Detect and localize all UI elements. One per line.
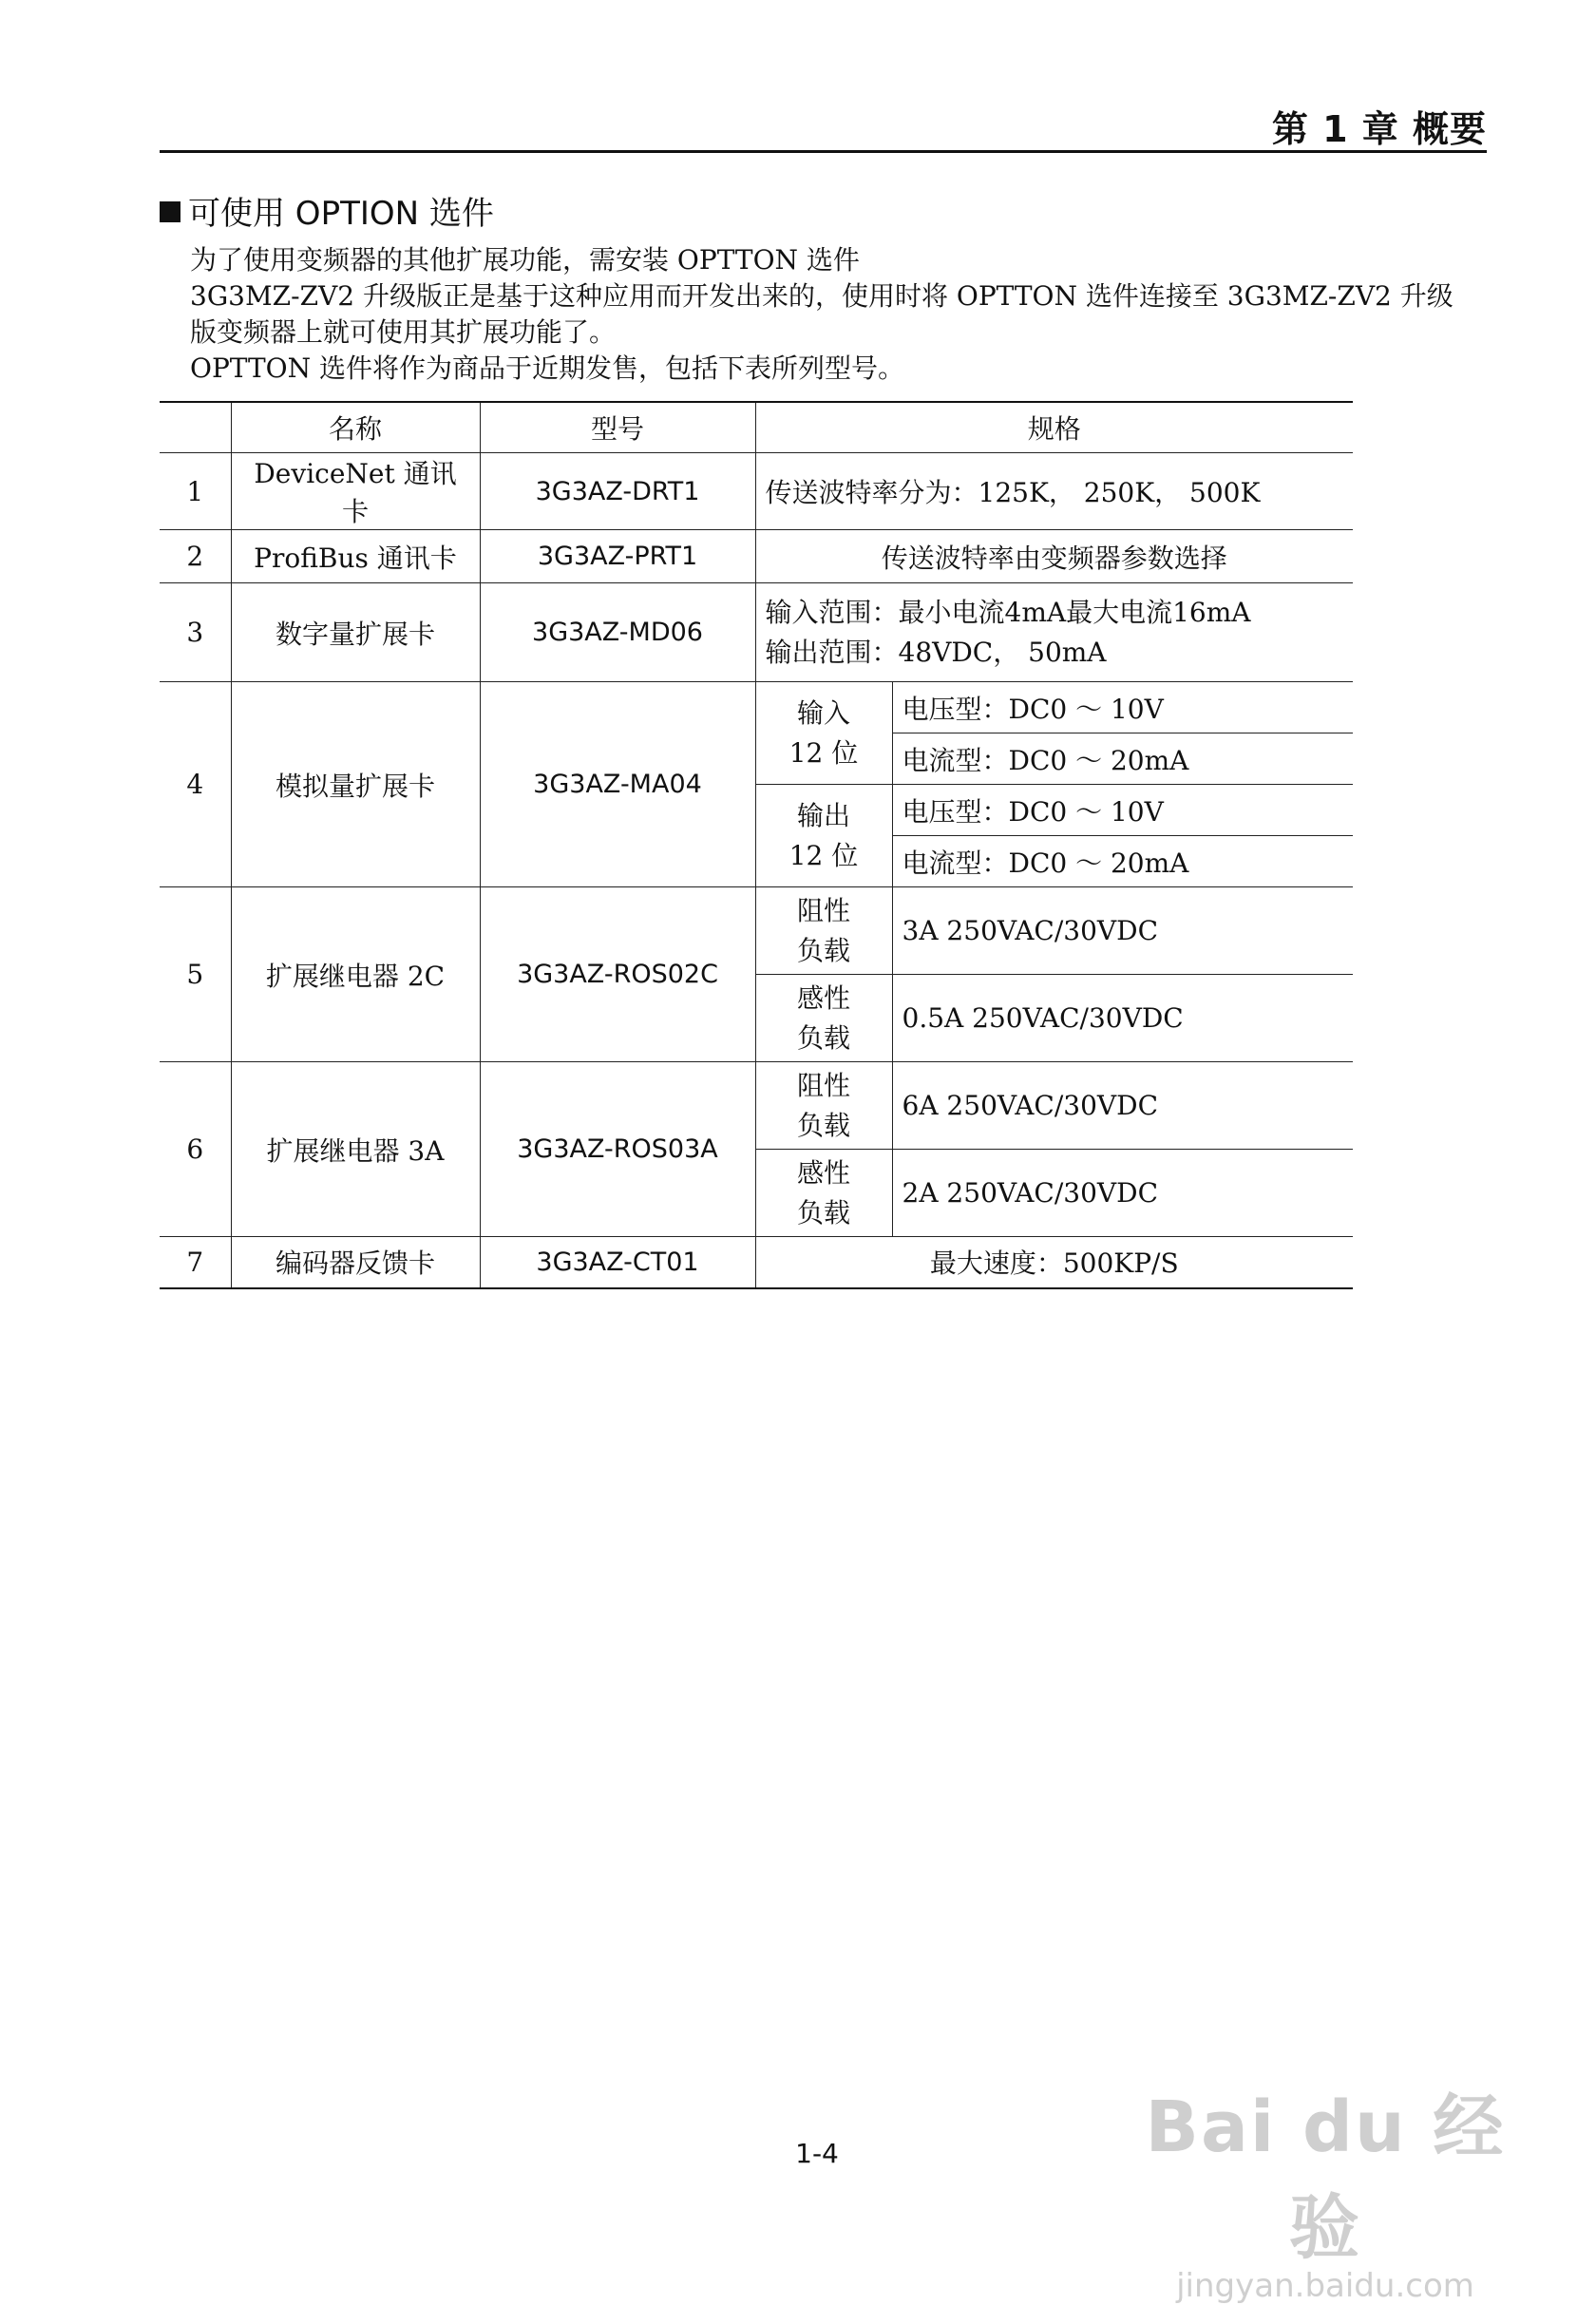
row-spec: 传送波特率分为：125K， 250K， 500K xyxy=(755,453,1353,530)
sub-label-line: 输入 xyxy=(796,696,850,729)
table-row xyxy=(160,1062,1353,1150)
row-model: 3G3AZ-DRT1 xyxy=(480,453,755,530)
row-model: 3G3AZ-PRT1 xyxy=(480,530,755,583)
sub-label-line: 12 位 xyxy=(788,839,859,871)
sub-label-line: 感性 xyxy=(796,981,850,1014)
row-model: 3G3AZ-ROS02C xyxy=(480,887,755,1062)
row-no: 1 xyxy=(160,453,231,530)
sub-label-resistive xyxy=(755,887,892,975)
page-number: 1-4 xyxy=(795,2138,839,2169)
row-no: 4 xyxy=(160,682,231,887)
intro-paragraph-line: 版变频器上就可使用其扩展功能了。 xyxy=(190,316,617,348)
sub-label-line: 负载 xyxy=(796,1196,850,1229)
intro-paragraph-line: OPTTON 选件将作为商品于近期发售，包括下表所列型号。 xyxy=(190,352,905,384)
sub-label-line: 感性 xyxy=(796,1156,850,1189)
row-model: 3G3AZ-ROS03A xyxy=(480,1062,755,1237)
table-row xyxy=(160,530,1353,583)
spec-voltage: 电压型：DC0 ～ 10V xyxy=(892,785,1353,836)
row-model: 3G3AZ-MA04 xyxy=(480,682,755,887)
row-no: 2 xyxy=(160,530,231,583)
square-bullet-icon xyxy=(160,201,180,222)
row-model: 3G3AZ-MD06 xyxy=(480,583,755,682)
row-spec xyxy=(755,583,1353,682)
sub-label-inductive xyxy=(755,975,892,1062)
table-row xyxy=(160,1237,1353,1288)
header-model: 型号 xyxy=(480,402,755,453)
table-row xyxy=(160,682,1353,733)
row-name: 扩展继电器 3A xyxy=(231,1062,480,1237)
spec-current: 电流型：DC0 ～ 20mA xyxy=(892,733,1353,785)
spec-resistive: 6A 250VAC/30VDC xyxy=(892,1062,1353,1150)
sub-label-line: 负载 xyxy=(796,934,850,966)
row-name: ProfiBus 通讯卡 xyxy=(231,530,480,583)
sub-label-line: 负载 xyxy=(796,1109,850,1141)
header-no xyxy=(160,402,231,453)
row-name: 数字量扩展卡 xyxy=(231,583,480,682)
section-title-text: 可使用 OPTION 选件 xyxy=(188,195,494,233)
baidu-watermark xyxy=(1135,2071,1515,2305)
spec-output-range: 输出范围：48VDC， 50mA xyxy=(765,636,1107,668)
row-name: DeviceNet 通讯卡 xyxy=(231,453,480,530)
row-no: 6 xyxy=(160,1062,231,1237)
watermark-logo: Bai du 经验 xyxy=(1145,2086,1506,2269)
row-spec: 最大速度：500KP/S xyxy=(755,1237,1353,1288)
sub-label-line: 阻性 xyxy=(796,1069,850,1101)
row-spec: 传送波特率由变频器参数选择 xyxy=(755,530,1353,583)
spec-current: 电流型：DC0 ～ 20mA xyxy=(892,836,1353,887)
spec-inductive: 0.5A 250VAC/30VDC xyxy=(892,975,1353,1062)
sub-label-line: 负载 xyxy=(796,1021,850,1054)
intro-paragraph-line: 3G3MZ-ZV2 升级版正是基于这种应用而开发出来的，使用时将 OPTTON 选件连接至 3G3MZ-ZV2 升级 xyxy=(190,280,1454,312)
row-model: 3G3AZ-CT01 xyxy=(480,1237,755,1288)
row-no: 3 xyxy=(160,583,231,682)
row-name: 模拟量扩展卡 xyxy=(231,682,480,887)
option-table xyxy=(160,401,1353,1289)
row-name: 扩展继电器 2C xyxy=(231,887,480,1062)
row-no: 5 xyxy=(160,887,231,1062)
row-name: 编码器反馈卡 xyxy=(231,1237,480,1288)
table-header-row xyxy=(160,402,1353,453)
table-row xyxy=(160,887,1353,975)
section-title xyxy=(160,187,494,234)
header-name: 名称 xyxy=(231,402,480,453)
spec-input-range: 输入范围：最小电流4mA最大电流16mA xyxy=(765,596,1251,628)
row-no: 7 xyxy=(160,1237,231,1288)
header-spec: 规格 xyxy=(755,402,1353,453)
sub-label-line: 阻性 xyxy=(796,894,850,926)
header-rule xyxy=(160,150,1487,153)
sub-label-inductive xyxy=(755,1150,892,1237)
chapter-header: 第 1 章 概要 xyxy=(1271,108,1487,150)
watermark-url: jingyan.baidu.com xyxy=(1176,2267,1474,2305)
table-row xyxy=(160,583,1353,682)
sub-label-output xyxy=(755,785,892,887)
spec-voltage: 电压型：DC0 ～ 10V xyxy=(892,682,1353,733)
sub-label-line: 12 位 xyxy=(788,736,859,769)
spec-resistive: 3A 250VAC/30VDC xyxy=(892,887,1353,975)
table-row xyxy=(160,453,1353,530)
sub-label-line: 输出 xyxy=(796,799,850,831)
sub-label-input xyxy=(755,682,892,785)
sub-label-resistive xyxy=(755,1062,892,1150)
spec-inductive: 2A 250VAC/30VDC xyxy=(892,1150,1353,1237)
intro-paragraph-line: 为了使用变频器的其他扩展功能，需安装 OPTTON 选件 xyxy=(190,244,860,276)
